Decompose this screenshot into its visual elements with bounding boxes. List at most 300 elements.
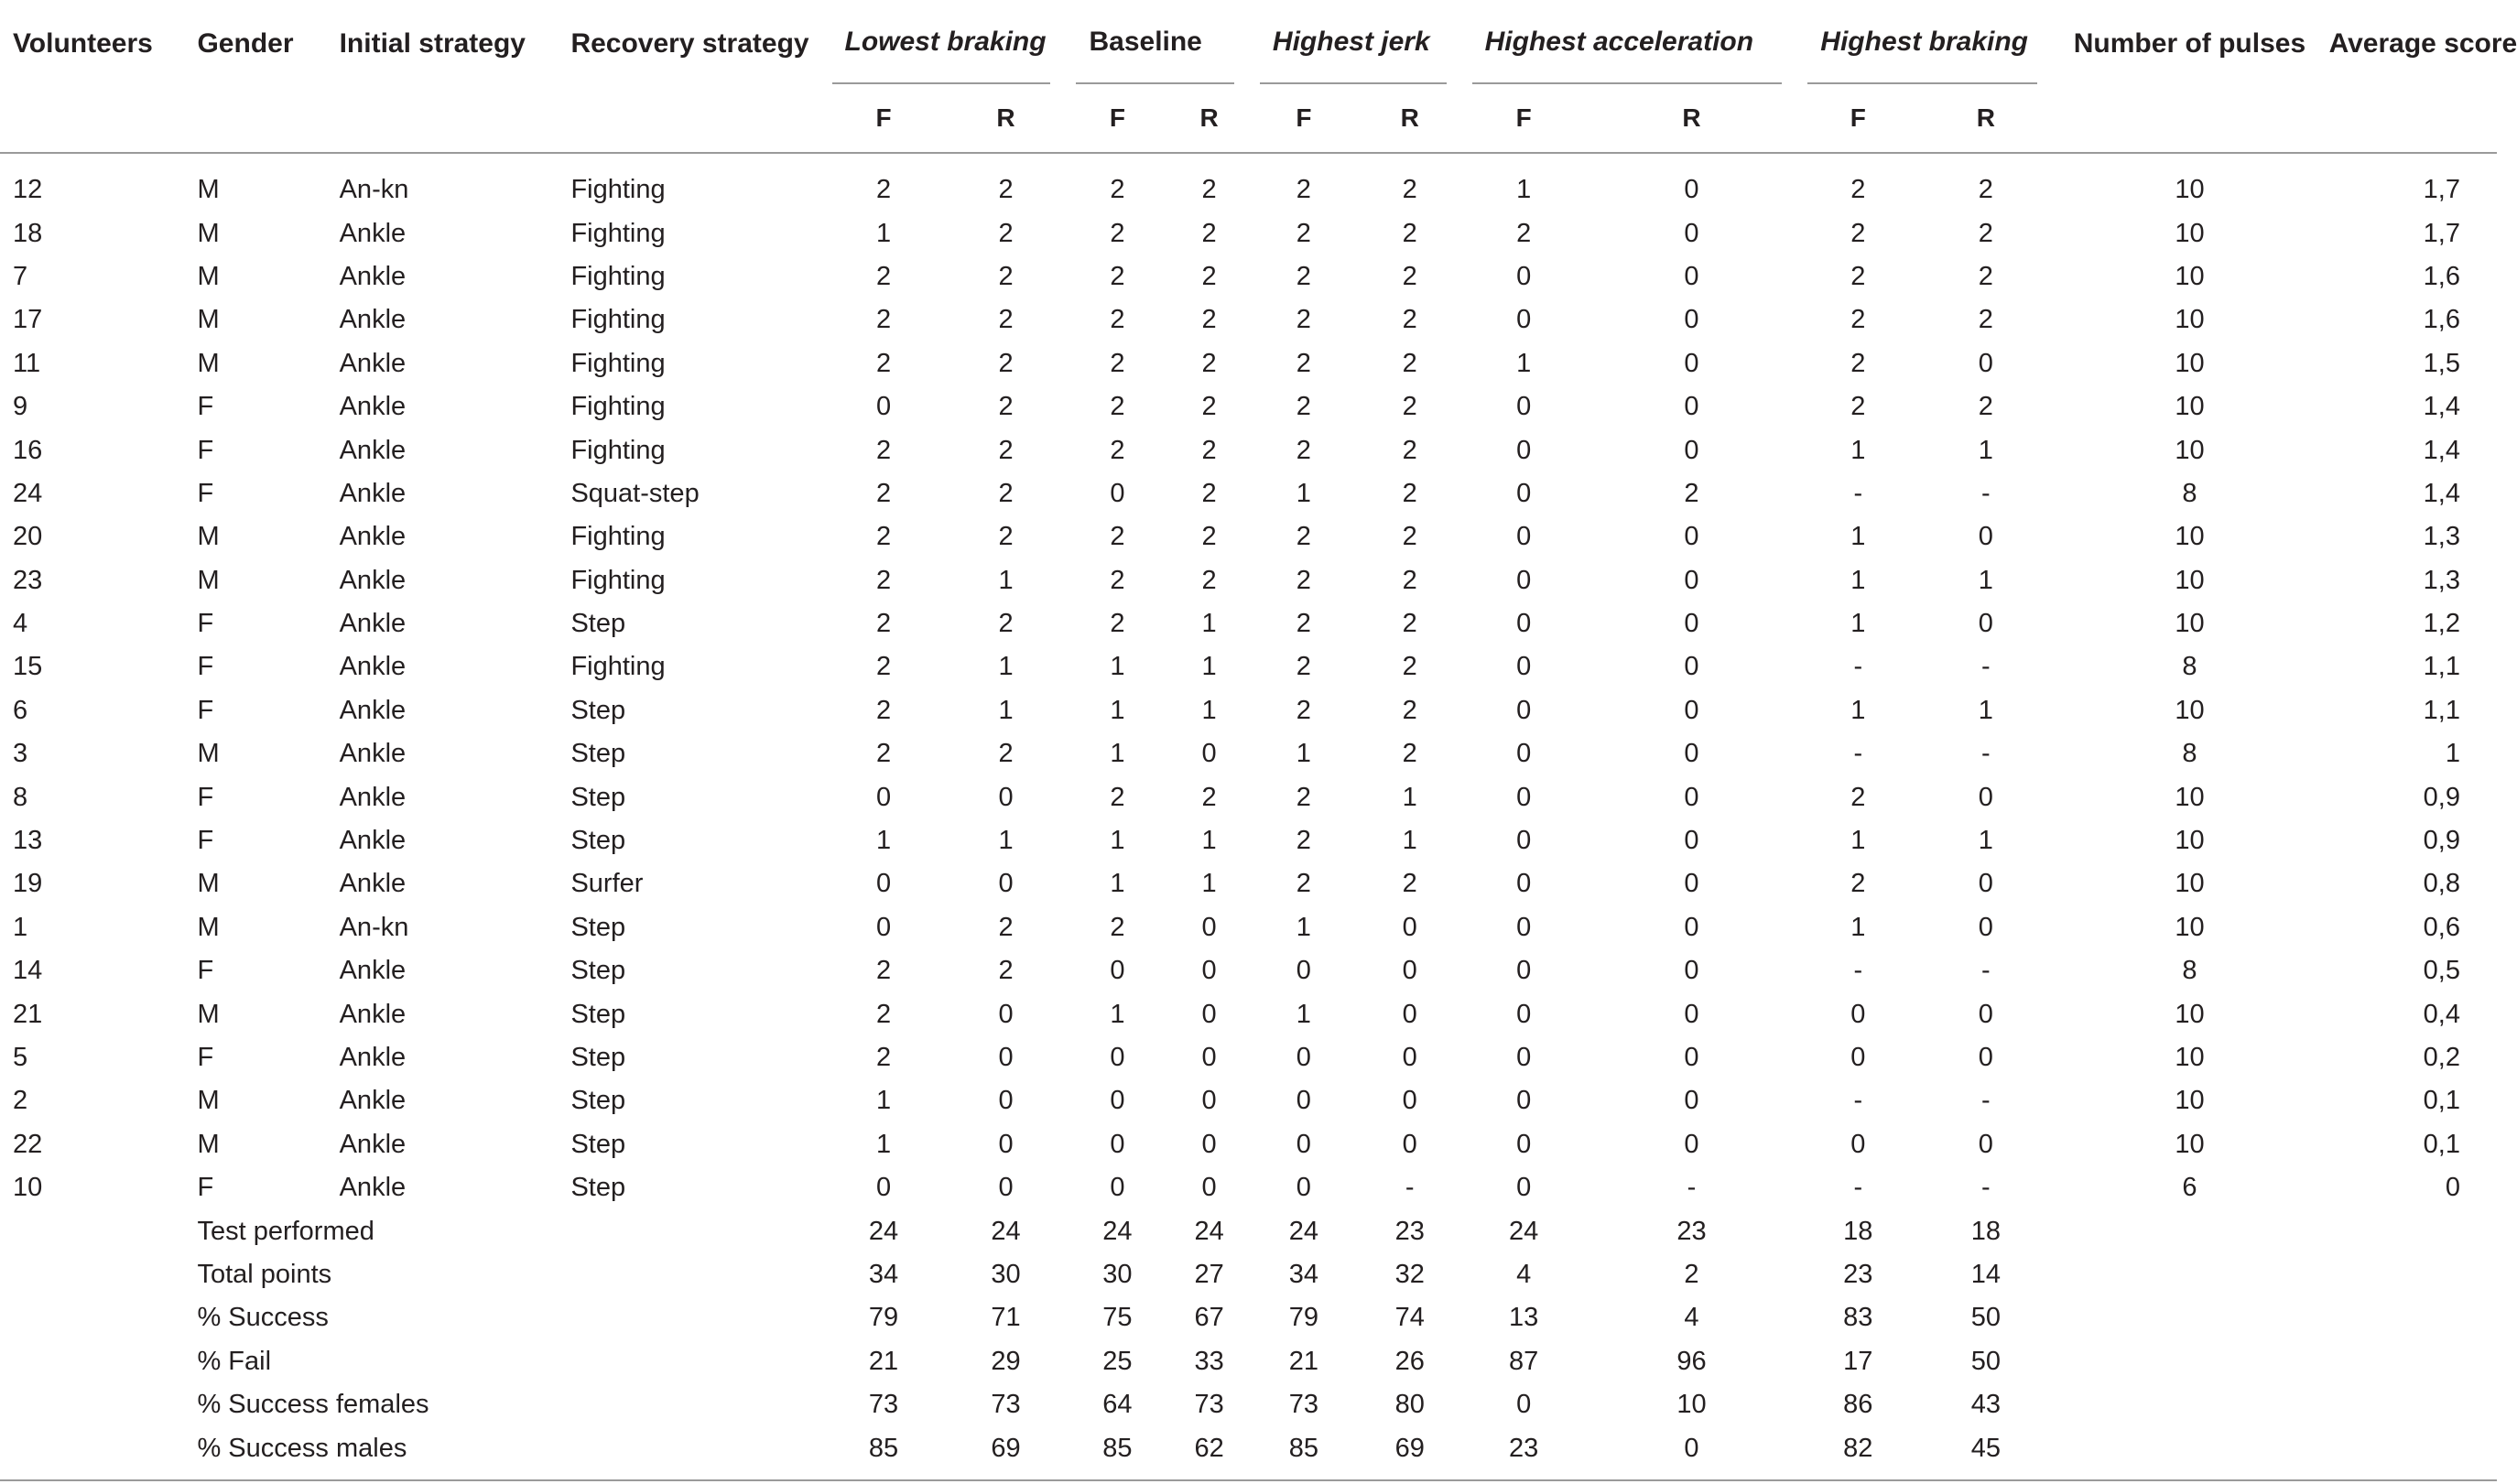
- table-cell: 0: [1684, 739, 1699, 769]
- table-cell: Step: [570, 1043, 626, 1072]
- table-cell: 0,9: [2423, 826, 2460, 856]
- table-cell: 0: [1684, 652, 1699, 682]
- table-cell: F: [197, 782, 214, 812]
- table-cell: 2: [1110, 218, 1125, 248]
- table-cell: 0: [1110, 478, 1125, 508]
- table-cell: 0: [1402, 1086, 1417, 1116]
- table-cell: 2: [1110, 912, 1125, 942]
- summary-cell: 74: [1394, 1303, 1425, 1333]
- table-cell: Ankle: [339, 739, 407, 769]
- table-cell: 17: [13, 305, 43, 335]
- table-cell: Fighting: [570, 348, 666, 378]
- table-cell: 0: [998, 782, 1014, 812]
- table-cell: 2: [875, 652, 892, 682]
- table-cell: M: [197, 565, 220, 595]
- table-cell: 2: [1201, 175, 1217, 205]
- table-cell: 2: [1296, 305, 1311, 335]
- table-cell: 0: [875, 782, 892, 812]
- summary-cell: 30: [1102, 1259, 1133, 1289]
- table-cell: 2: [1296, 565, 1311, 595]
- table-cell: Ankle: [339, 826, 407, 856]
- table-cell: Fighting: [570, 305, 666, 335]
- table-cell: 19: [13, 869, 43, 899]
- summary-cell: 75: [1102, 1303, 1133, 1333]
- table-cell: 1: [1296, 912, 1311, 942]
- summary-cell: 2: [1684, 1259, 1699, 1289]
- table-cell: 10: [2175, 1086, 2205, 1116]
- table-cell: 2: [1110, 261, 1125, 291]
- table-cell: Ankle: [339, 392, 407, 422]
- table-cell: 2: [1402, 652, 1417, 682]
- table-cell: F: [197, 435, 214, 465]
- table-cell: M: [197, 869, 220, 899]
- summary-cell: 32: [1394, 1259, 1425, 1289]
- table-cell: 2: [998, 175, 1014, 205]
- table-row: [0, 472, 2497, 515]
- table-cell: Ankle: [339, 609, 407, 639]
- subcol-f: F: [1247, 84, 1361, 153]
- table-cell: F: [197, 1043, 214, 1072]
- table-cell: 1: [13, 912, 28, 942]
- summary-cell: 80: [1394, 1390, 1425, 1420]
- table-cell: 2: [875, 348, 892, 378]
- table-cell: 0: [1684, 392, 1699, 422]
- table-cell: 1: [1201, 869, 1217, 899]
- table-cell: 10: [2175, 869, 2205, 899]
- table-cell: 7: [13, 261, 28, 291]
- summary-cell: 34: [1288, 1259, 1318, 1289]
- table-cell: M: [197, 261, 220, 291]
- table-row: [0, 906, 2497, 949]
- table-cell: 2: [1296, 435, 1311, 465]
- table-cell: 2: [1296, 695, 1311, 725]
- table-cell: 1,7: [2423, 175, 2460, 205]
- table-cell: Ankle: [339, 478, 407, 508]
- summary-cell: 45: [1921, 1426, 2050, 1479]
- table-cell: 0: [1402, 1043, 1417, 1072]
- table-cell: 1: [1850, 522, 1866, 552]
- table-cell: 3: [13, 739, 28, 769]
- summary-label: % Success: [197, 1303, 329, 1333]
- table-cell: 1: [998, 652, 1014, 682]
- table-cell: Ankle: [339, 305, 407, 335]
- table-cell: Fighting: [570, 565, 666, 595]
- table-cell: 2: [1201, 565, 1217, 595]
- summary-cell: 4: [1684, 1303, 1699, 1333]
- table-cell: 18: [13, 218, 43, 248]
- summary-cell: 23: [1676, 1216, 1707, 1246]
- summary-cell: 67: [1194, 1303, 1224, 1333]
- table-cell: 2: [998, 609, 1014, 639]
- table-cell: 0: [1978, 782, 1993, 812]
- table-cell: M: [197, 912, 220, 942]
- table-cell: 0: [1110, 1086, 1125, 1116]
- table-cell: 0: [1110, 1173, 1125, 1203]
- summary-cell: 14: [1970, 1259, 2001, 1289]
- table-cell: 0: [1516, 305, 1532, 335]
- table-cell: F: [197, 826, 214, 856]
- table-cell: 1,5: [2423, 348, 2460, 378]
- table-cell: 0: [1684, 261, 1699, 291]
- table-cell: 2: [1296, 869, 1311, 899]
- table-cell: 24: [13, 478, 43, 508]
- table-cell: 0: [875, 912, 892, 942]
- table-cell: 2: [1850, 175, 1866, 205]
- table-cell: 2: [1402, 869, 1417, 899]
- table-cell: 0: [2445, 1173, 2460, 1203]
- table-cell: 0: [1516, 565, 1532, 595]
- table-cell: 0: [1684, 609, 1699, 639]
- table-cell: 1: [1850, 565, 1866, 595]
- table-cell: Ankle: [339, 348, 407, 378]
- summary-cell: 27: [1194, 1259, 1224, 1289]
- summary-cell: 17: [1843, 1346, 1873, 1376]
- table-cell: Surfer: [570, 869, 644, 899]
- table-cell: 2: [875, 565, 892, 595]
- table-cell: 0: [1516, 1043, 1532, 1072]
- summary-cell: 24: [1288, 1216, 1318, 1246]
- table-cell: -: [1980, 956, 1991, 986]
- summary-cell: 85: [819, 1426, 949, 1479]
- table-cell: 13: [13, 826, 43, 856]
- summary-cell: 83: [1843, 1303, 1873, 1333]
- summary-label: % Success males: [184, 1426, 819, 1479]
- table-row: [0, 515, 2497, 558]
- summary-cell: 73: [991, 1390, 1021, 1420]
- table-cell: 1: [1402, 782, 1417, 812]
- summary-row: [0, 1340, 2497, 1383]
- table-cell: -: [1980, 1173, 1991, 1203]
- table-cell: 10: [2175, 392, 2205, 422]
- table-cell: 16: [13, 435, 43, 465]
- table-cell: 2: [1402, 305, 1417, 335]
- col-number-of-pulses: Number of pulses: [2050, 0, 2328, 153]
- table-cell: 1: [1201, 826, 1217, 856]
- table-cell: 2: [1296, 522, 1311, 552]
- table-cell: Ankle: [339, 1129, 407, 1159]
- table-cell: 10: [2175, 999, 2205, 1029]
- table-cell: -: [1853, 1173, 1863, 1203]
- table-cell: 0: [1402, 956, 1417, 986]
- table-cell: 2: [998, 348, 1014, 378]
- table-cell: 1: [1201, 695, 1217, 725]
- table-cell: -: [1853, 739, 1863, 769]
- table-row: [0, 1123, 2497, 1166]
- table-cell: 0: [1516, 261, 1532, 291]
- table-cell: 1,4: [2423, 392, 2460, 422]
- table-cell: 2: [998, 739, 1014, 769]
- table-cell: -: [1980, 739, 1991, 769]
- summary-cell: 26: [1394, 1346, 1425, 1376]
- table-cell: Ankle: [339, 435, 407, 465]
- table-cell: 0: [1110, 1129, 1125, 1159]
- table-cell: -: [1853, 478, 1863, 508]
- table-cell: Ankle: [339, 1043, 407, 1072]
- table-row: [0, 298, 2497, 341]
- table-cell: 0: [1978, 912, 1993, 942]
- col-initial-strategy: Initial strategy: [327, 0, 559, 153]
- table-cell: Ankle: [339, 565, 407, 595]
- summary-row: [0, 1209, 2497, 1252]
- summary-cell: 24: [1509, 1216, 1539, 1246]
- group-highest-acceleration: Highest acceleration: [1459, 0, 1796, 84]
- table-cell: 10: [2175, 218, 2205, 248]
- table-cell: 2: [875, 1043, 892, 1072]
- table-cell: 2: [1296, 175, 1311, 205]
- summary-cell: 4: [1516, 1259, 1532, 1289]
- table-cell: Fighting: [570, 261, 666, 291]
- table-cell: 2: [998, 261, 1014, 291]
- table-cell: Ankle: [339, 1086, 407, 1116]
- table-cell: Fighting: [570, 218, 666, 248]
- table-cell: 1,3: [2423, 565, 2460, 595]
- table-cell: 2: [998, 305, 1014, 335]
- summary-cell: 23: [1394, 1216, 1425, 1246]
- table-cell: 10: [2175, 348, 2205, 378]
- table-cell: -: [1405, 1173, 1415, 1203]
- table-cell: 0: [1110, 956, 1125, 986]
- table-cell: 1: [1978, 435, 1993, 465]
- table-cell: 0: [1296, 1173, 1311, 1203]
- table-cell: 2: [1296, 218, 1311, 248]
- summary-cell: 24: [991, 1216, 1021, 1246]
- table-cell: 0,9: [2423, 782, 2460, 812]
- summary-cell: 79: [1288, 1303, 1318, 1333]
- table-cell: 0,8: [2423, 869, 2460, 899]
- table-cell: 2: [1201, 435, 1217, 465]
- table-cell: Step: [570, 999, 626, 1029]
- table-cell: 8: [13, 782, 28, 812]
- table-cell: 0: [1516, 826, 1532, 856]
- summary-cell: 23: [1459, 1426, 1589, 1479]
- summary-cell: 21: [868, 1346, 899, 1376]
- table-cell: 15: [13, 652, 43, 682]
- table-cell: 0: [998, 1173, 1014, 1203]
- table-cell: 1: [1850, 826, 1866, 856]
- table-cell: 2: [1296, 609, 1311, 639]
- table-cell: Ankle: [339, 261, 407, 291]
- table-row: [0, 1079, 2497, 1122]
- col-gender: Gender: [184, 0, 326, 153]
- table-row: [0, 819, 2497, 862]
- table-cell: 2: [1402, 218, 1417, 248]
- table-cell: 10: [2175, 565, 2205, 595]
- table-cell: Fighting: [570, 175, 666, 205]
- summary-cell: 21: [1288, 1346, 1318, 1376]
- table-cell: 0: [1516, 1173, 1532, 1203]
- col-volunteers: Volunteers: [0, 0, 184, 153]
- table-cell: Step: [570, 739, 626, 769]
- table-cell: 2: [1296, 652, 1311, 682]
- table-cell: M: [197, 522, 220, 552]
- table-cell: 10: [2175, 695, 2205, 725]
- table-row: [0, 1036, 2497, 1079]
- table-cell: Ankle: [339, 782, 407, 812]
- table-cell: 10: [2175, 609, 2205, 639]
- group-lowest-braking: Lowest braking: [819, 0, 1064, 84]
- table-cell: 0: [1684, 435, 1699, 465]
- table-cell: 2: [1402, 695, 1417, 725]
- table-cell: 0: [1684, 1086, 1699, 1116]
- summary-cell: 23: [1843, 1259, 1873, 1289]
- table-cell: 0: [1516, 1129, 1532, 1159]
- table-cell: 1: [998, 826, 1014, 856]
- table-row: [0, 775, 2497, 818]
- table-cell: 1: [1110, 826, 1125, 856]
- table-cell: 2: [1402, 609, 1417, 639]
- table-cell: 0: [1684, 999, 1699, 1029]
- table-cell: Ankle: [339, 218, 407, 248]
- table-cell: 10: [2175, 522, 2205, 552]
- table-cell: 0: [998, 999, 1014, 1029]
- table-cell: 6: [13, 695, 28, 725]
- summary-cell: 18: [1970, 1216, 2001, 1246]
- table-cell: M: [197, 739, 220, 769]
- table-cell: Step: [570, 695, 626, 725]
- table-cell: 1,1: [2423, 695, 2460, 725]
- table-cell: 0: [1978, 348, 1993, 378]
- table-cell: 1: [998, 565, 1014, 595]
- table-cell: An-kn: [339, 912, 409, 942]
- summary-cell: 73: [1288, 1390, 1318, 1420]
- summary-cell: 69: [949, 1426, 1064, 1479]
- table-cell: -: [1687, 1173, 1697, 1203]
- table-cell: F: [197, 695, 214, 725]
- table-cell: 14: [13, 956, 43, 986]
- table-cell: 1: [1201, 652, 1217, 682]
- table-cell: 0: [998, 1129, 1014, 1159]
- table-cell: 0: [1201, 1043, 1217, 1072]
- table-cell: 0: [1516, 782, 1532, 812]
- summary-label: Test performed: [197, 1216, 374, 1246]
- table-cell: 2: [1402, 478, 1417, 508]
- table-row: [0, 689, 2497, 732]
- table-cell: 2: [1978, 218, 1993, 248]
- table-cell: 1: [875, 218, 892, 248]
- table-cell: 0: [1516, 869, 1532, 899]
- table-cell: 0: [1402, 912, 1417, 942]
- subcol-f: F: [819, 84, 949, 153]
- table-cell: 2: [998, 522, 1014, 552]
- table-cell: 10: [2175, 261, 2205, 291]
- table-cell: 1: [1201, 609, 1217, 639]
- table-cell: An-kn: [339, 175, 409, 205]
- table-row: [0, 211, 2497, 255]
- table-cell: 1: [1110, 695, 1125, 725]
- table-cell: Step: [570, 912, 626, 942]
- table-cell: 1: [1110, 652, 1125, 682]
- summary-cell: 0: [1589, 1426, 1796, 1479]
- table-cell: 2: [1110, 565, 1125, 595]
- table-cell: 2: [1402, 261, 1417, 291]
- subcol-r: R: [949, 84, 1064, 153]
- table-cell: 0: [1978, 999, 1993, 1029]
- table-cell: 1: [875, 826, 892, 856]
- table-cell: 0: [1684, 565, 1699, 595]
- table-cell: 0,2: [2423, 1043, 2460, 1072]
- table-cell: M: [197, 305, 220, 335]
- table-cell: 0: [1850, 999, 1866, 1029]
- table-row: [0, 559, 2497, 602]
- table-cell: F: [197, 478, 214, 508]
- table-cell: 2: [1201, 305, 1217, 335]
- table-cell: 2: [875, 522, 892, 552]
- table-cell: 0: [875, 392, 892, 422]
- table-cell: 1: [1296, 739, 1311, 769]
- table-row: [0, 342, 2497, 385]
- table-cell: 2: [875, 695, 892, 725]
- table-cell: 2: [1850, 392, 1866, 422]
- table-cell: -: [1853, 652, 1863, 682]
- table-cell: Step: [570, 782, 626, 812]
- table-cell: 2: [1296, 261, 1311, 291]
- table-cell: 2: [1201, 348, 1217, 378]
- table-cell: M: [197, 1086, 220, 1116]
- table-cell: 2: [1402, 392, 1417, 422]
- table-cell: 2: [1978, 305, 1993, 335]
- table-cell: 2: [1110, 348, 1125, 378]
- summary-cell: 82: [1795, 1426, 1921, 1479]
- table-cell: 0: [1201, 739, 1217, 769]
- table-cell: Step: [570, 826, 626, 856]
- table-cell: 2: [1110, 782, 1125, 812]
- table-cell: 0: [1684, 305, 1699, 335]
- table-cell: 4: [13, 609, 28, 639]
- table-row: [0, 992, 2497, 1035]
- table-cell: 2: [875, 609, 892, 639]
- table-cell: 2: [1516, 218, 1532, 248]
- table-cell: 0: [1684, 348, 1699, 378]
- table-cell: 0: [1516, 609, 1532, 639]
- summary-cell: 50: [1970, 1303, 2001, 1333]
- table-cell: 1: [1978, 826, 1993, 856]
- table-cell: 1: [1296, 999, 1311, 1029]
- summary-cell: 18: [1843, 1216, 1873, 1246]
- table-cell: Ankle: [339, 1173, 407, 1203]
- table-cell: 2: [875, 175, 892, 205]
- table-cell: Fighting: [570, 392, 666, 422]
- summary-label: Total points: [197, 1259, 332, 1289]
- table-row: [0, 168, 2497, 211]
- table-cell: 0: [1684, 912, 1699, 942]
- table-cell: 10: [2175, 826, 2205, 856]
- table-cell: M: [197, 218, 220, 248]
- summary-cell: 25: [1102, 1346, 1133, 1376]
- table-cell: 2: [1296, 348, 1311, 378]
- table-cell: 0: [1684, 218, 1699, 248]
- subcol-f: F: [1795, 84, 1921, 153]
- table-cell: 10: [2175, 305, 2205, 335]
- table-cell: 2: [875, 261, 892, 291]
- summary-cell: 73: [868, 1390, 899, 1420]
- table-cell: 2: [1296, 392, 1311, 422]
- subcol-r: R: [1921, 84, 2050, 153]
- table-cell: Fighting: [570, 652, 666, 682]
- table-body: [0, 153, 2497, 1480]
- summary-label: % Success females: [197, 1390, 429, 1420]
- table-cell: 0: [1684, 1043, 1699, 1072]
- table-cell: Step: [570, 1129, 626, 1159]
- table-cell: F: [197, 392, 214, 422]
- table-cell: 0,1: [2423, 1129, 2460, 1159]
- table-cell: 2: [1850, 782, 1866, 812]
- table-header: [0, 0, 2517, 153]
- table-cell: 0: [1516, 1086, 1532, 1116]
- table-cell: 0: [1684, 826, 1699, 856]
- table-cell: 5: [13, 1043, 28, 1072]
- table-cell: 0: [1201, 999, 1217, 1029]
- group-highest-jerk: Highest jerk: [1247, 0, 1459, 84]
